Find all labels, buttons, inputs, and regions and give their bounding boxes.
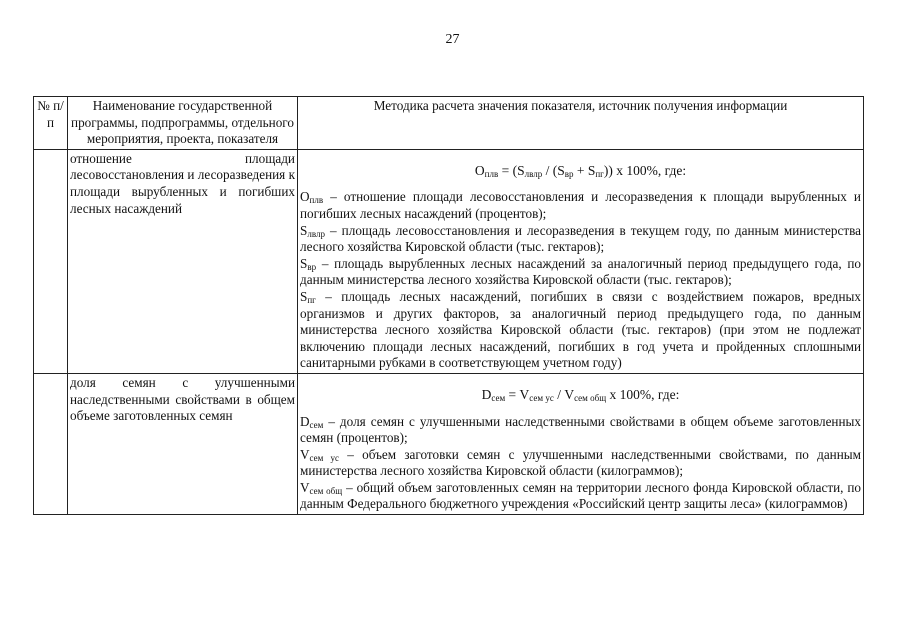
table-row <box>34 373 864 514</box>
page-number: 27 <box>445 32 460 47</box>
header-name: Наименование государственной программы, подпрограммы, отдельного мероприятия, проекта, показателя <box>68 97 298 150</box>
definition: $V_{сем общ}$ – общий объем заготовленных семян на территории лесного фонда Кировской области, по данным Федерального бюджетного учреждения «Российский центр защиты леса» (килограммов) <box>300 479 861 512</box>
header-method: Методика расчета значения показателя, источник получения информации <box>298 97 864 150</box>
formula: $D_{сем} = V_{сем ус} / V_{сем общ}$ х 100%, где: <box>481 386 680 403</box>
header-number: № п/п <box>34 97 68 150</box>
method-cell <box>298 373 864 514</box>
row-number-cell <box>34 373 68 514</box>
definition: $S_{пг}$ – площадь лесных насаждений, погибших в связи с воздействием пожаров, вредных организмов и других факторов, за аналогичный период предыдущего года, по данным министерства лесного хозяйства Кировской области (тыс. гектаров) (при этом не подлежат включению площади лесных насаждений, погибших в год учета и пройденных сплошными санитарными рубками в соответствующем учетном году) <box>300 288 861 371</box>
method-cell <box>298 149 864 373</box>
definition: $S_{лвлр}$ – площадь лесовосстановления и лесоразведения в текущем году, по данным министерства лесного хозяйства Кировской области (тыс. гектаров); <box>300 222 861 255</box>
formula: $О_{плв} = (S_{лвлр} / (S_{вр} + S_{пг}))$ х 100%, где: <box>474 162 687 179</box>
row-number-cell <box>34 149 68 373</box>
definition: $V_{сем ус}$ – объем заготовки семян с улучшенными наследственными свойствами, по данным министерства лесного хозяйства Кировской области (килограммов); <box>300 446 862 479</box>
definition: $D_{сем}$ – доля семян с улучшенными наследственными свойствами в общем объеме заготовленных семян (процентов); <box>300 413 861 446</box>
indicator-name: отношение площади лесовосстановления и лесоразведения к площади вырубленных и погибших лесных насаждений <box>68 149 298 373</box>
table-row <box>34 149 864 373</box>
definition: $О_{плв}$ – отношение площади лесовосстановления и лесоразведения к площади вырубленных и погибших лесных насаждений (процентов); <box>300 189 861 221</box>
indicator-table <box>33 96 864 515</box>
definition: $S_{вр}$ – площадь вырубленных лесных насаждений за аналогичный период предыдущего года, по данным министерства лесного хозяйства Кировской области (тыс. гектаров); <box>300 255 861 288</box>
table-header-row <box>34 97 864 150</box>
indicator-name: доля семян с улучшенными наследственными свойствами в общем объеме заготовленных семян <box>68 373 298 514</box>
